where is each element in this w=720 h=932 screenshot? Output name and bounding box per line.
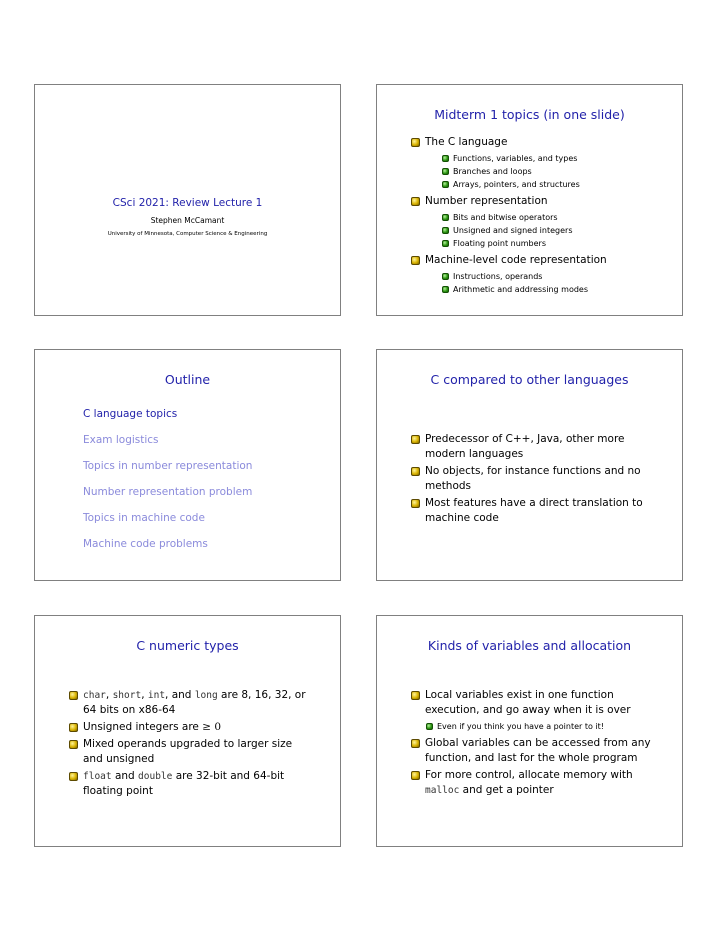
bullet-icon bbox=[442, 214, 449, 221]
list-item: Unsigned integers are ≥ 0 bbox=[67, 720, 312, 735]
list-item: Arrays, pointers, and structures bbox=[425, 178, 674, 191]
outline-list bbox=[83, 408, 252, 564]
list-item: Most features have a direct translation to machine code bbox=[409, 496, 659, 526]
bullet-icon bbox=[426, 723, 433, 730]
bullet-icon bbox=[69, 723, 78, 732]
slide-midterm-topics bbox=[376, 84, 683, 316]
slide-heading: Kinds of variables and allocation bbox=[427, 638, 632, 653]
list-item: Branches and loops bbox=[425, 165, 674, 178]
list-item: Predecessor of C++, Java, other more modern languages bbox=[409, 432, 659, 462]
list-item: Local variables exist in one function execution, and go away when it is over Even if you think you have a pointer to it! bbox=[409, 688, 664, 733]
slide-heading: Outline bbox=[164, 372, 211, 387]
list-item: Unsigned and signed integers bbox=[425, 224, 674, 237]
bullet-icon bbox=[442, 286, 449, 293]
comparison-list bbox=[409, 432, 659, 526]
bullet-icon bbox=[442, 240, 449, 247]
list-item: No objects, for instance functions and no methods bbox=[409, 464, 659, 494]
outline-item-machine-problems: Machine code problems bbox=[83, 538, 208, 550]
bullet-icon bbox=[411, 256, 420, 265]
slide-heading: C numeric types bbox=[136, 638, 239, 653]
list-item: float and double are 32-bit and 64-bit floating point bbox=[67, 769, 312, 799]
slide-outline bbox=[34, 349, 341, 581]
outline-item-number-representation: Topics in number representation bbox=[83, 460, 253, 472]
list-item: Bits and bitwise operators bbox=[425, 211, 674, 224]
allocation-list bbox=[409, 688, 664, 798]
bullet-icon bbox=[411, 138, 420, 147]
numeric-types-list bbox=[67, 688, 312, 799]
list-item: Mixed operands upgraded to larger size and unsigned bbox=[67, 737, 312, 767]
bullet-icon bbox=[69, 772, 78, 781]
bullet-icon bbox=[442, 155, 449, 162]
bullet-icon bbox=[69, 740, 78, 749]
bullet-icon bbox=[442, 168, 449, 175]
institution: University of Minnesota, Computer Science & Engineering bbox=[107, 231, 268, 237]
list-item: Even if you think you have a pointer to it! bbox=[409, 720, 664, 733]
topic-list bbox=[409, 135, 674, 299]
slide-title bbox=[34, 84, 341, 316]
bullet-icon bbox=[442, 227, 449, 234]
bullet-icon bbox=[69, 691, 78, 700]
list-item: The C language Functions, variables, and types Branches and loops Arrays, pointers, and structures bbox=[409, 135, 674, 191]
list-item: Machine-level code representation Instructions, operands Arithmetic and addressing modes bbox=[409, 253, 674, 296]
bullet-icon bbox=[411, 499, 420, 508]
bullet-icon bbox=[442, 273, 449, 280]
list-item: char, short, int, and long are 8, 16, 32, or 64 bits on x86-64 bbox=[67, 688, 312, 718]
bullet-icon bbox=[411, 771, 420, 780]
slide-variables-allocation bbox=[376, 615, 683, 847]
bullet-icon bbox=[411, 467, 420, 476]
list-item: Number representation Bits and bitwise operators Unsigned and signed integers Floating point numbers bbox=[409, 194, 674, 250]
author: Stephen McCamant bbox=[150, 216, 225, 225]
slide-heading: C compared to other languages bbox=[430, 372, 629, 387]
list-item: For more control, allocate memory with malloc and get a pointer bbox=[409, 768, 664, 798]
slide-c-compared bbox=[376, 349, 683, 581]
outline-item-machine-code: Topics in machine code bbox=[83, 512, 205, 524]
list-item: Arithmetic and addressing modes bbox=[425, 283, 674, 296]
list-item: Floating point numbers bbox=[425, 237, 674, 250]
list-item: Functions, variables, and types bbox=[425, 152, 674, 165]
bullet-icon bbox=[442, 181, 449, 188]
bullet-icon bbox=[411, 435, 420, 444]
slide-numeric-types bbox=[34, 615, 341, 847]
bullet-icon bbox=[411, 691, 420, 700]
outline-item-c-language: C language topics bbox=[83, 408, 178, 420]
slide-heading: Midterm 1 topics (in one slide) bbox=[434, 107, 625, 122]
outline-item-exam-logistics: Exam logistics bbox=[83, 434, 159, 446]
lecture-title: CSci 2021: Review Lecture 1 bbox=[112, 197, 263, 209]
outline-item-number-problem: Number representation problem bbox=[83, 486, 253, 498]
bullet-icon bbox=[411, 739, 420, 748]
bullet-icon bbox=[411, 197, 420, 206]
list-item: Instructions, operands bbox=[425, 270, 674, 283]
list-item: Global variables can be accessed from any function, and last for the whole program bbox=[409, 736, 664, 766]
